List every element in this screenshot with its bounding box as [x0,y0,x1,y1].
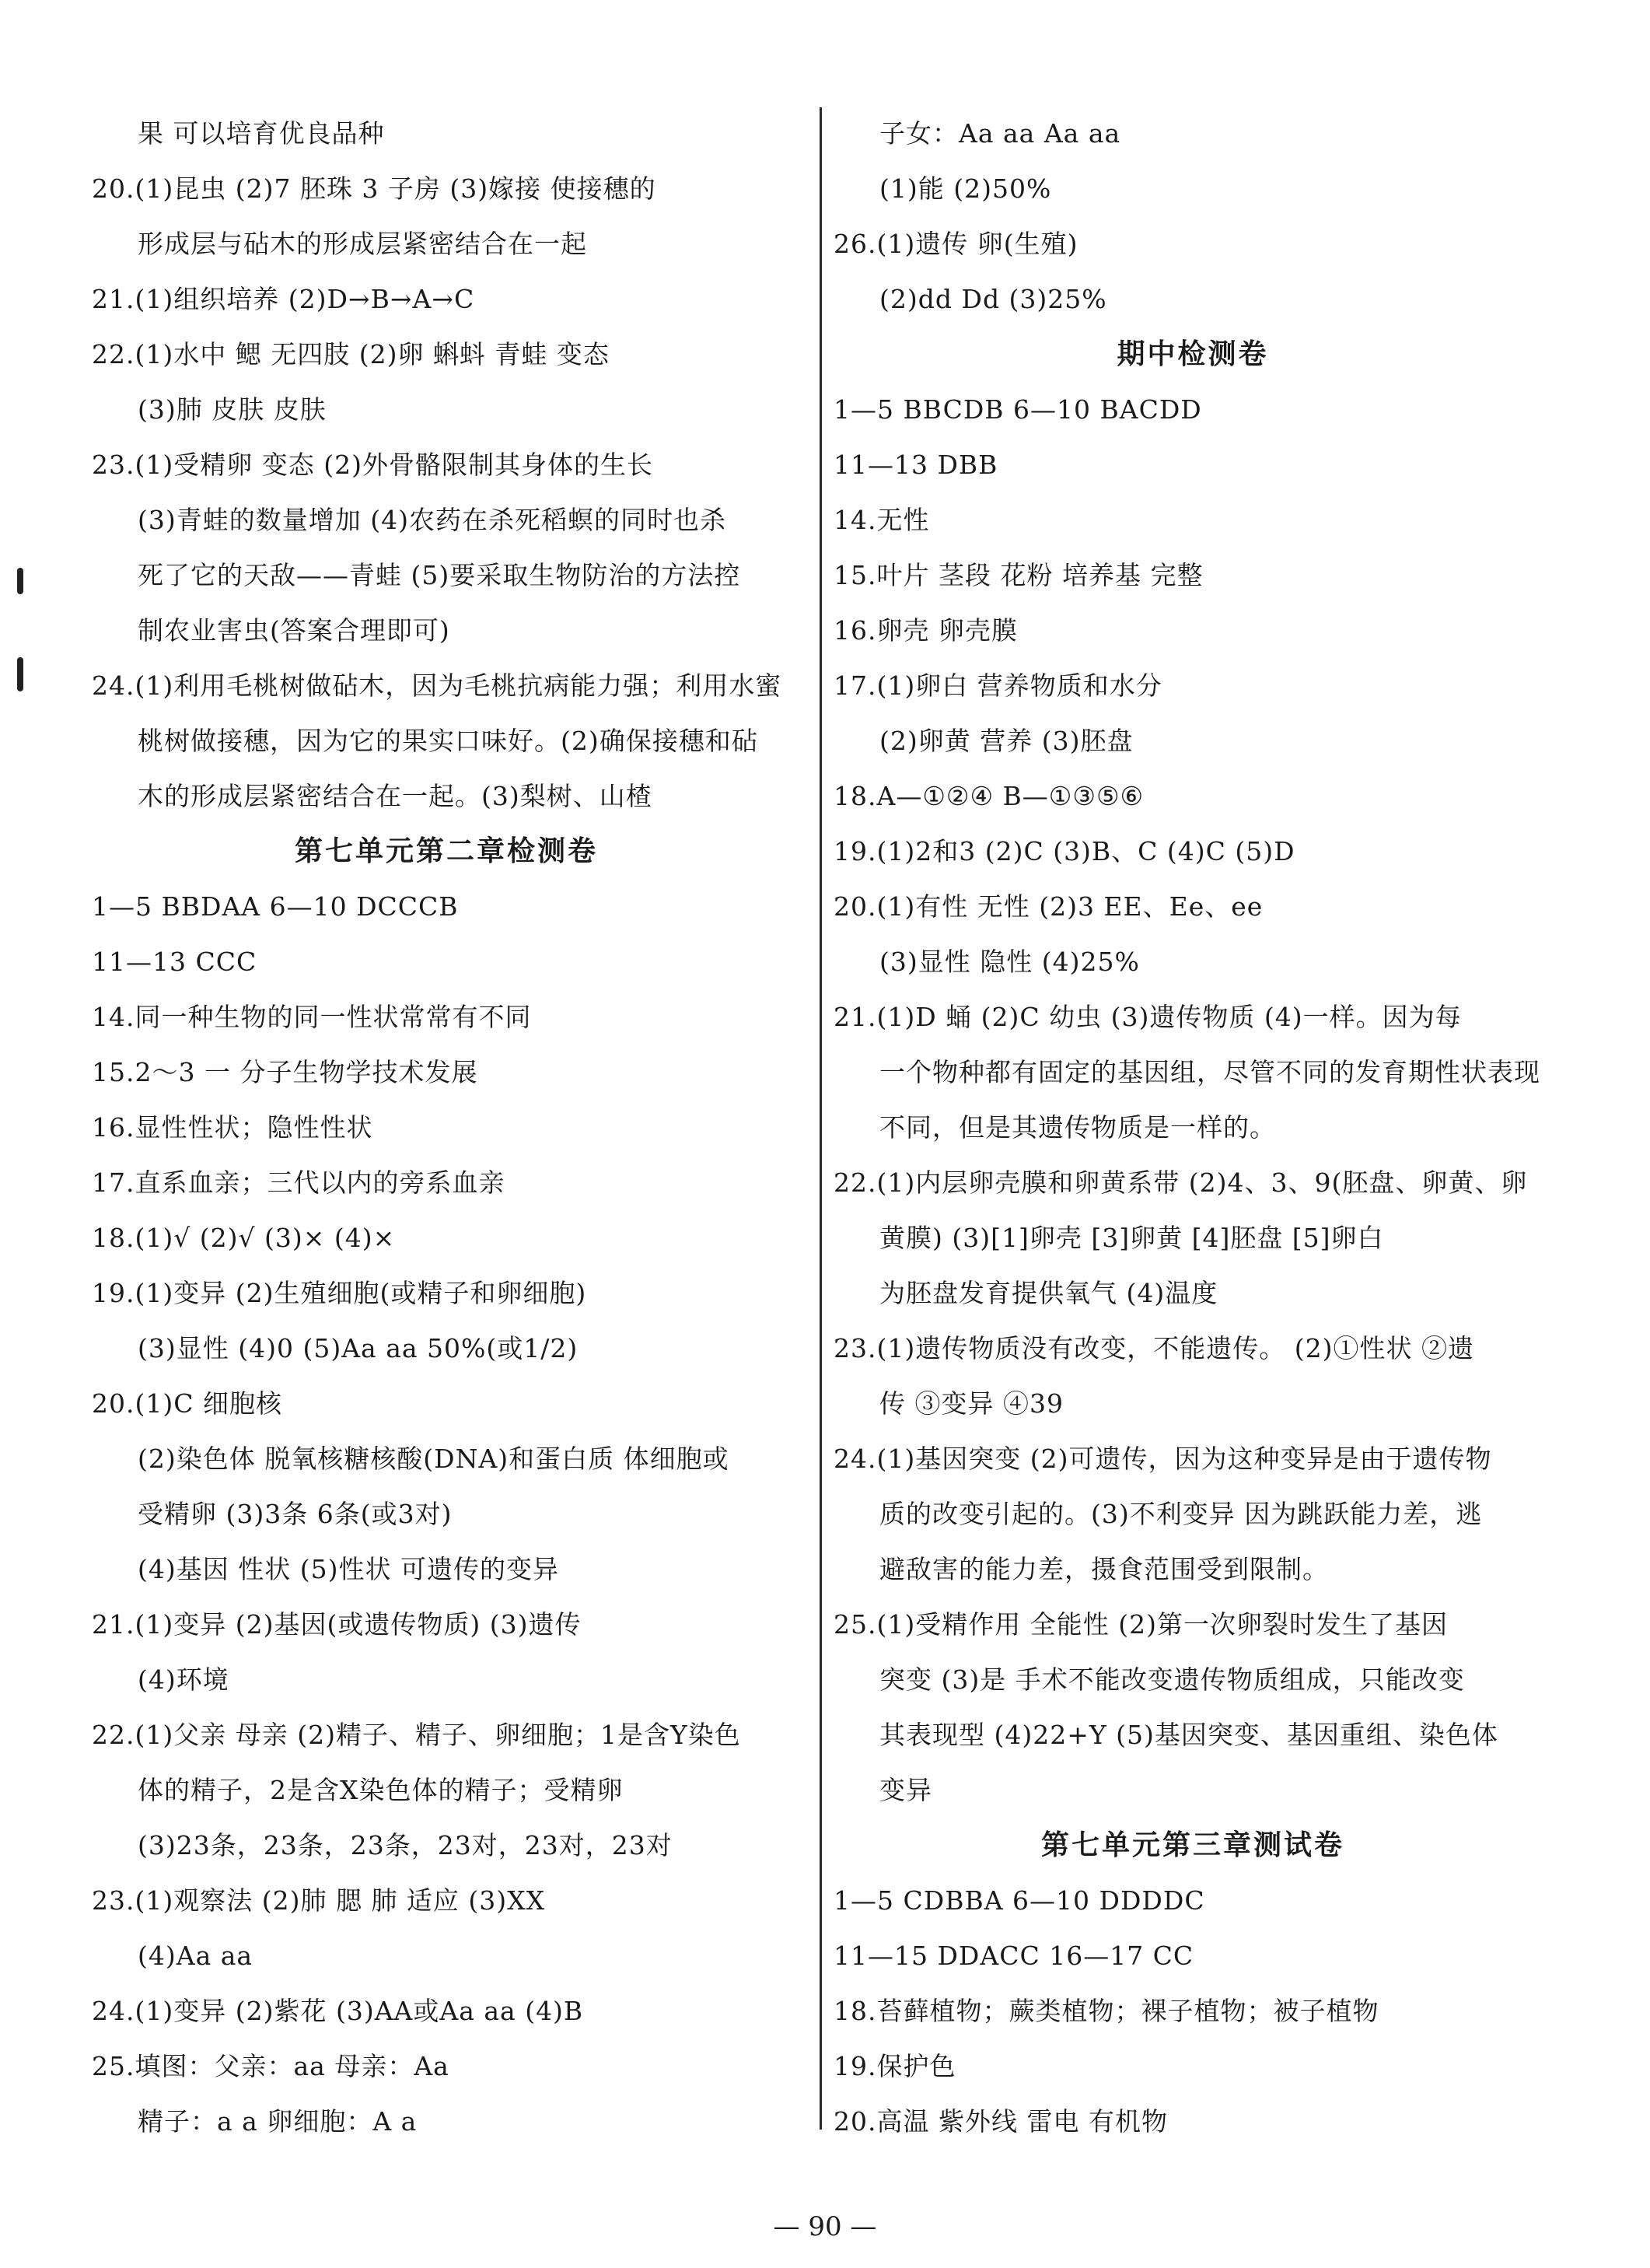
answer-line: 22.(1)父亲 母亲 (2)精子、精子、卵细胞；1是含Y染色 [92,1720,741,1750]
left-answer-column [92,106,801,2149]
answer-line: (3)青蛙的数量增加 (4)农药在杀死稻螟的同时也杀 [138,505,726,535]
answer-line: 桃树做接穗，因为它的果实口味好。(2)确保接穗和砧 [138,726,758,756]
answer-line: (3)23条，23条，23条，23对，23对，23对 [138,1830,673,1860]
answer-line: (2)卵黄 营养 (3)胚盘 [879,726,1134,756]
answer-line: 15.2～3 一 分子生物学技术发展 [92,1057,478,1087]
answer-line: 21.(1)组织培养 (2)D→B→A→C [92,284,475,314]
answer-line: 1—5 BBCDB 6—10 BACDD [834,394,1202,425]
answer-line: 21.(1)变异 (2)基因(或遗传物质) (3)遗传 [92,1609,582,1640]
column-divider [820,107,822,2130]
answer-line: (3)显性 (4)0 (5)Aa aa 50%(或1/2) [138,1333,579,1363]
answer-line: 避敌害的能力差，摄食范围受到限制。 [879,1554,1329,1584]
answer-line: 18.(1)√ (2)√ (3)× (4)× [92,1223,396,1253]
answer-line: 25.填图：父亲：aa 母亲：Aa [92,2051,449,2081]
answer-line: 20.高温 紫外线 雷电 有机物 [834,2106,1168,2137]
answer-line: (2)dd Dd (3)25% [879,284,1107,314]
answer-line: 23.(1)遗传物质没有改变，不能遗传。 (2)①性状 ②遗 [834,1333,1474,1363]
answer-line: 20.(1)C 细胞核 [92,1388,282,1419]
answer-line: 11—15 DDACC 16—17 CC [834,1941,1194,1971]
answer-line: 18.苔藓植物；蕨类植物；裸子植物；被子植物 [834,1996,1379,2026]
section-heading: 第七单元第二章检测卷 [294,835,598,867]
answer-line: 体的精子，2是含X染色体的精子；受精卵 [138,1775,624,1805]
answer-line: 突变 (3)是 手术不能改变遗传物质组成，只能改变 [879,1664,1465,1695]
answer-line: 子女：Aa aa Aa aa [879,118,1121,149]
scan-mark-2 [17,657,23,691]
answer-line: 22.(1)水中 鳃 无四肢 (2)卵 蝌蚪 青蛙 变态 [92,339,610,369]
answer-line: 21.(1)D 蛹 (2)C 幼虫 (3)遗传物质 (4)一样。因为每 [834,1002,1462,1032]
answer-line: (3)显性 隐性 (4)25% [879,947,1140,977]
answer-line: (4)环境 [138,1664,229,1695]
answer-line: (4)基因 性状 (5)性状 可遗传的变异 [138,1554,559,1584]
answer-line: 24.(1)变异 (2)紫花 (3)AA或Aa aa (4)B [92,1996,584,2026]
answer-line: 20.(1)昆虫 (2)7 胚珠 3 子房 (3)嫁接 使接穗的 [92,173,656,204]
section-heading: 第七单元第三章测试卷 [1040,1829,1344,1861]
answer-line: 19.(1)变异 (2)生殖细胞(或精子和卵细胞) [92,1278,587,1308]
answer-line: 19.保护色 [834,2051,956,2081]
answer-line: 不同，但是其遗传物质是一样的。 [879,1112,1276,1143]
answer-line: 26.(1)遗传 卵(生殖) [834,229,1078,259]
answer-line: 23.(1)受精卵 变态 (2)外骨骼限制其身体的生长 [92,450,653,480]
answer-line: 23.(1)观察法 (2)肺 腮 肺 适应 (3)XX [92,1885,546,1916]
answer-line: 精子：a a 卵细胞：A a [138,2106,418,2137]
right-answer-column [834,106,1552,2149]
answer-line: 一个物种都有固定的基因组，尽管不同的发育期性状表现 [879,1057,1540,1087]
answer-line: 14.同一种生物的同一性状常常有不同 [92,1002,532,1032]
answer-line: (4)Aa aa [138,1941,253,1971]
answer-line: 24.(1)基因突变 (2)可遗传，因为这种变异是由于遗传物 [834,1444,1492,1474]
section-heading: 期中检测卷 [1117,338,1269,370]
answer-line: 变异 [879,1775,932,1805]
answer-line: (3)肺 皮肤 皮肤 [138,394,327,425]
answer-line: 16.卵壳 卵壳膜 [834,615,1018,646]
answer-line: 制农业害虫(答案合理即可) [138,615,450,646]
page-number: — 90 — [773,2211,877,2242]
answer-line: (2)染色体 脱氧核糖核酸(DNA)和蛋白质 体细胞或 [138,1444,729,1474]
answer-line: 木的形成层紧密结合在一起。(3)梨树、山楂 [138,781,652,811]
answer-line: 17.直系血亲；三代以内的旁系血亲 [92,1167,505,1198]
answer-line: 20.(1)有性 无性 (2)3 EE、Ee、ee [834,891,1264,922]
answer-line: 死了它的天敌——青蛙 (5)要采取生物防治的方法控 [138,560,741,590]
answer-line: 14.无性 [834,505,930,535]
answer-line: 黄膜) (3)[1]卵壳 [3]卵黄 [4]胚盘 [5]卵白 [879,1223,1384,1253]
answer-line: 受精卵 (3)3条 6条(或3对) [138,1499,453,1529]
answer-line: 11—13 DBB [834,450,998,480]
answer-line: 传 ③变异 ④39 [879,1388,1064,1419]
answer-line: 24.(1)利用毛桃树做砧木，因为毛桃抗病能力强；利用水蜜 [92,670,782,701]
answer-line: 17.(1)卵白 营养物质和水分 [834,670,1162,701]
answer-line: 形成层与砧木的形成层紧密结合在一起 [138,229,587,259]
answer-line: 1—5 BBDAA 6—10 DCCCB [92,891,459,922]
scan-mark-1 [17,568,23,594]
answer-line: 19.(1)2和3 (2)C (3)B、C (4)C (5)D [834,836,1295,866]
answer-line: 18.A—①②④ B—①③⑤⑥ [834,781,1145,811]
answer-line: 为胚盘发育提供氧气 (4)温度 [879,1278,1218,1308]
answer-line: (1)能 (2)50% [879,173,1052,204]
answer-line: 22.(1)内层卵壳膜和卵黄系带 (2)4、3、9(胚盘、卵黄、卵 [834,1167,1528,1198]
answer-line: 1—5 CDBBA 6—10 DDDDC [834,1885,1205,1916]
answer-line: 质的改变引起的。(3)不利变异 因为跳跃能力差，逃 [879,1499,1483,1529]
answer-line: 16.显性性状；隐性性状 [92,1112,373,1143]
answer-line: 其表现型 (4)22+Y (5)基因突变、基因重组、染色体 [879,1720,1498,1750]
answer-line: 25.(1)受精作用 全能性 (2)第一次卵裂时发生了基因 [834,1609,1448,1640]
answer-line: 11—13 CCC [92,947,257,977]
answer-line: 15.叶片 茎段 花粉 培养基 完整 [834,560,1204,590]
answer-line: 果 可以培育优良品种 [138,118,385,149]
